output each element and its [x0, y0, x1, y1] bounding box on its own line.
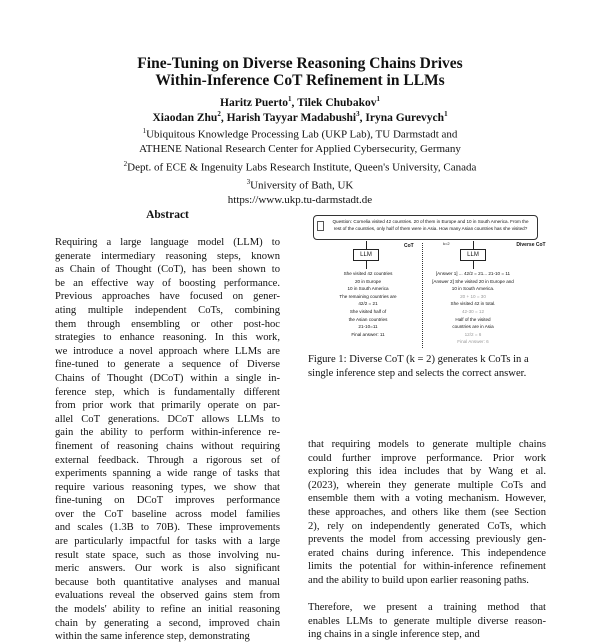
aff-sup: 3: [246, 177, 251, 186]
text-line: within the same inference step, demonstrating: [55, 631, 250, 643]
author: Xiaodan Zhu: [152, 111, 218, 124]
text-line: Chains of Thought (DCoT) within a single in-: [55, 372, 280, 384]
text-line: allel CoT generations. DCoT allows LLMs to: [55, 413, 280, 425]
cot-label: CoT: [404, 243, 414, 249]
aff-text: Ubiquitous Knowledge Processing Lab (UKP Lab), TU Darmstadt and: [146, 128, 458, 141]
abstract-body: [55, 236, 280, 644]
affiliation: [0, 142, 600, 157]
text-line: ensemble them with a voting mechanism. However,: [308, 493, 546, 505]
text-line: ference step, which is fundamentally different: [55, 386, 280, 398]
author-sup: 1: [376, 95, 380, 103]
text-line: finement of reasoning chains without requiring: [55, 440, 280, 452]
url-link[interactable]: [0, 193, 600, 208]
author-sup: 3: [356, 110, 360, 118]
text-line: ing chains in a single inference step, and: [308, 629, 480, 641]
text-line: from prior work that primarily operate on par-: [55, 400, 280, 412]
author: Iryna Gurevych: [365, 111, 445, 124]
text-line: exploring this idea includes that by Wang et al.: [308, 466, 546, 478]
text-line: prevents the model from accessing previously gen-: [308, 534, 546, 546]
figure-1: [308, 213, 548, 348]
text-line: fine-tuning on DCoT improves performance: [55, 495, 280, 507]
text-line: limits the potential for within-inference refinement: [308, 561, 546, 573]
text-line: enables LLMs to generate multiple diverse reason-: [308, 615, 546, 627]
author: Harish Tayyar Madabushi: [226, 111, 357, 124]
text-line: Requiring a large language model (LLM) to: [55, 237, 280, 248]
aff-text[interactable]: https://www.ukp.tu-darmstadt.de: [227, 193, 373, 206]
text-line: evaluations reveal the observed gains stem from: [55, 590, 280, 602]
authors-line-2: Xiaodan Zhu$^2$, Harish Tayyar Madabushi$^3$, Iryna Gurevych$^1$: [152, 110, 448, 124]
text-line: ating multiple independent CoTs, combining: [55, 304, 280, 316]
text-line: and the ability to build upon earlier reasoning paths.: [308, 574, 529, 586]
document-icon: [317, 221, 324, 231]
dcot-line: Half of the visited: [455, 316, 491, 322]
author: Tilek Chubakov: [297, 96, 377, 109]
text-line: over the CoT baseline across model families: [55, 508, 280, 520]
text-line: fine-tuned to generate a sequence of Diverse: [55, 359, 280, 371]
cot-line: The remaining countries are: [339, 293, 397, 299]
aff-text: Dept. of ECE & Ingenuity Labs Research Institute, Queen's University, Canada: [127, 161, 477, 174]
text-line: erated chains during inference. This independence: [308, 547, 546, 559]
dcot-line: 20 + 10 = 30: [460, 293, 486, 299]
text-line: because both quantitative analyses and manual: [55, 576, 280, 588]
text-line: could further improve performance. Prior work: [308, 452, 546, 464]
dcot-line: [Answer 2] She visited 20 in Europe and: [432, 278, 514, 284]
abstract-heading: Abstract: [146, 209, 189, 221]
llm-box-cot: LLM: [353, 249, 379, 261]
paper-title: [0, 55, 600, 89]
aff-sup: 1: [142, 127, 147, 135]
cot-line: 21-10=11: [358, 324, 378, 330]
figure-caption: Figure 1: Diverse CoT (k = 2) generates k CoTs in a single inference step and selects the correct answer.: [308, 354, 529, 379]
author-sup: 2: [217, 110, 221, 118]
dcot-output: [423, 270, 523, 346]
question-box: [313, 215, 538, 240]
cot-line: 42/2 = 21: [358, 301, 378, 307]
author-sup: 1: [288, 95, 292, 103]
text-line: require various reasoning types, we show that: [55, 481, 280, 493]
cot-line: She visited half of: [349, 308, 387, 314]
dcot-line: [Answer 1] ... 42/2 = 21... 21-10 = 11: [435, 271, 511, 276]
cot-output: [318, 270, 418, 338]
text-line: be an effective way of boosting performance.: [55, 277, 280, 289]
cot-line: the Asian countries: [348, 316, 388, 322]
text-line: that requiring models to generate multiple chains: [308, 439, 546, 450]
text-line: Previous approaches have focused on gener-: [55, 291, 280, 303]
text-line: these approaches, and others like them (see Section: [308, 506, 546, 518]
cot-line: She visited 42 countries: [343, 271, 393, 276]
affiliation: [0, 157, 600, 175]
aff-text: University of Bath, UK: [250, 179, 354, 192]
text-line: [308, 588, 546, 602]
text-line: experiments spanning a wide range of tasks that: [55, 468, 280, 480]
text-line: strategies to enhance reasoning. In this work,: [55, 332, 280, 344]
authors-line-1: Haritz Puerto$^1$, Tilek Chubakov$^1$: [220, 95, 380, 109]
body-text: [308, 438, 546, 642]
k-label: k=2: [443, 241, 450, 246]
text-line: 2), rely on independently generated CoTs, which: [308, 520, 546, 532]
dcot-line: 10 in South America.: [451, 286, 495, 292]
author-sup: 1: [444, 110, 448, 118]
dcot-line: Final Answer: 6: [457, 339, 489, 345]
cot-line: Final answer: 11: [351, 331, 385, 337]
dcot-line: 12/2 = 6: [464, 331, 482, 337]
dcot-label: Diverse CoT: [516, 242, 546, 248]
text-line: generate intermediary reasoning steps, known: [55, 250, 280, 262]
text-line: are particularly impactful for tasks with a large: [55, 536, 280, 548]
title-line: Fine-Tuning on Diverse Reasoning Chains Drives: [137, 55, 463, 72]
text-line: them through ensembling or other post-hoc: [55, 318, 280, 330]
text-line: result state space, such as those involving nu-: [55, 549, 280, 561]
question-text: Question: Cornelia visited 42 countries. 20 of them in Europe and 10 in South America. From the rest of the countries, only half of them were in Asia. How many Asian countries has she visited?: [332, 219, 529, 231]
cot-line: 20 in Europe: [354, 278, 382, 284]
text-line: as Chain of Thought (CoT), has been shown to: [55, 264, 280, 276]
text-line: (2023), wherein they generate multiple CoTs and: [308, 479, 546, 491]
affiliation: [0, 175, 600, 193]
text-line: we introduce a novel approach where LLMs are: [55, 345, 280, 357]
text-line: gain the ability to perform within-inference re-: [55, 427, 280, 439]
text-line: external feedback. Through a rigorous set of: [55, 454, 280, 466]
affiliation: [0, 124, 600, 142]
text-line: chain by generating a second, improved chain: [55, 617, 280, 629]
text-line: Therefore, we present a training method that: [308, 602, 546, 614]
dcot-line: countries are in Asia: [452, 324, 494, 330]
text-line: the models' ability to refine an initial reasoning: [55, 604, 280, 616]
text-line: meric answers. Our work is also significant: [55, 563, 280, 575]
text-line: and scales (1.3B to 70B). These improvements: [55, 522, 280, 534]
aff-sup: 2: [123, 159, 128, 168]
title-line: Within-Inference CoT Refinement in LLMs: [155, 72, 445, 89]
author: Haritz Puerto: [220, 96, 289, 109]
aff-text: ATHENE National Research Center for Applied Cybersecurity, Germany: [139, 143, 461, 156]
dcot-line: She visited 42 in total.: [450, 301, 496, 307]
cot-line: 10 in South America: [347, 286, 389, 292]
dcot-line: 42-30 = 12: [461, 308, 485, 314]
llm-box-dcot: LLM: [460, 249, 486, 261]
affiliations: [0, 124, 600, 207]
